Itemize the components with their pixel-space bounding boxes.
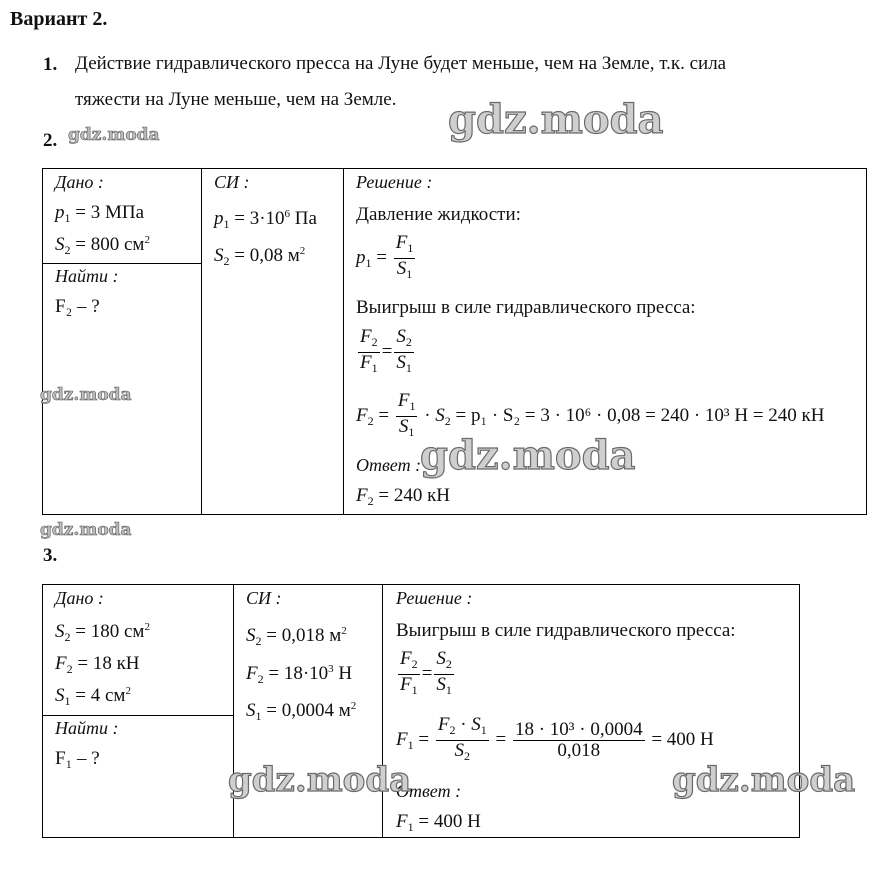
watermark-logo-small: gdz.moda bbox=[40, 385, 132, 405]
watermark-logo-small: gdz.moda bbox=[68, 125, 160, 145]
p2-given-s2: $S_2 = 800$ $см^2$ bbox=[55, 234, 150, 257]
problem2-number: 2. bbox=[43, 130, 58, 151]
p3-si-s2: $S_2 = 0,018$ $м^2$ bbox=[246, 625, 347, 648]
p2-answer: $F_2 = 240$ кН bbox=[356, 485, 451, 508]
p3-si-f2: $F_2 = 18\cdot 10^3$ Н bbox=[246, 663, 353, 686]
p2-find-f2: F₂ – ? bbox=[55, 296, 100, 317]
p3-si-header: СИ : bbox=[246, 588, 282, 608]
p2-solution-text1: Давление жидкости: bbox=[356, 204, 521, 225]
p3-find-f1: F₁ – ? bbox=[55, 748, 100, 769]
p3-given-cell bbox=[43, 585, 234, 716]
p2-given-header: Дано : bbox=[55, 172, 104, 192]
watermark-logo: gdz.moda bbox=[228, 760, 412, 800]
p3-si-s1: $S_1 = 0,0004$ $м^2$ bbox=[246, 700, 357, 723]
p3-solution-text1: Выигрыш в силе гидравлического пресса: bbox=[396, 620, 736, 641]
p2-solution-header: Решение : bbox=[356, 172, 433, 192]
watermark-logo: gdz.moda bbox=[448, 96, 664, 143]
p3-solution-header: Решение : bbox=[396, 588, 473, 608]
p2-formula-pressure: $p_1$ = $\frac{F_1}{S_1}$ bbox=[356, 232, 414, 281]
p2-si-header: СИ : bbox=[214, 172, 250, 192]
p2-formula-calc: $F_2$ = $\frac{F_1}{S_1}$ · $S_2 = p_1 \cdot S_2 = 3 \cdot 10^6 \cdot 0,08 = 240 \cdot 10^3$ Н = 240 кН bbox=[356, 390, 825, 439]
watermark-logo: gdz.moda bbox=[420, 432, 636, 479]
watermark-logo: gdz.moda bbox=[672, 760, 856, 800]
problem3-number: 3. bbox=[43, 545, 58, 566]
p2-find-header: Найти : bbox=[55, 266, 119, 286]
p2-si-s2: $S_2 = 0,08$ $м^2$ bbox=[214, 245, 306, 268]
p3-formula-calc: $F_1$ = $\frac{F_2 \cdot S_1}{S_2}$ = $\frac{\text{18 · 10³ · 0,0004}}{0,018}$ = 400 Н bbox=[396, 714, 714, 763]
p2-given-p1: $p_1 = 3$ МПа bbox=[55, 202, 145, 225]
p3-given-header: Дано : bbox=[55, 588, 104, 608]
p2-formula-ratio: $\frac{F_2}{F_1}$ = $\frac{S_2}{S_1}$ bbox=[360, 326, 412, 375]
p3-formula-ratio: $\frac{F_2}{F_1}$ = $\frac{S_2}{S_1}$ bbox=[400, 648, 452, 697]
problem1-line1: Действие гидравлического пресса на Луне будет меньше, чем на Земле, т.к. сила bbox=[75, 53, 727, 74]
p3-given-s1: $S_1 = 4$ $см^2$ bbox=[55, 685, 131, 708]
problem1-number: 1. bbox=[43, 54, 58, 75]
watermark-logo-small: gdz.moda bbox=[40, 520, 132, 540]
p2-si-cell bbox=[202, 169, 344, 515]
p3-given-s2: $S_2 = 180$ $см^2$ bbox=[55, 621, 150, 644]
problem1-line2: тяжести на Луне меньше, чем на Земле. bbox=[75, 89, 397, 110]
p3-find-header: Найти : bbox=[55, 718, 119, 738]
p2-solution-text2: Выигрыш в силе гидравлического пресса: bbox=[356, 297, 696, 318]
variant-title: Вариант 2. bbox=[10, 8, 108, 30]
p3-answer-header: Ответ : bbox=[396, 781, 462, 801]
p3-find-cell bbox=[43, 716, 234, 838]
p2-answer-header: Ответ : bbox=[356, 455, 422, 475]
p3-answer: $F_1 = 400$ Н bbox=[396, 811, 481, 834]
p2-si-p1: $p_1 = 3\cdot 10^6$ Па bbox=[214, 208, 317, 231]
p2-given-cell bbox=[43, 169, 202, 264]
p3-given-f2: $F_2 = 18$ кН bbox=[55, 653, 140, 676]
